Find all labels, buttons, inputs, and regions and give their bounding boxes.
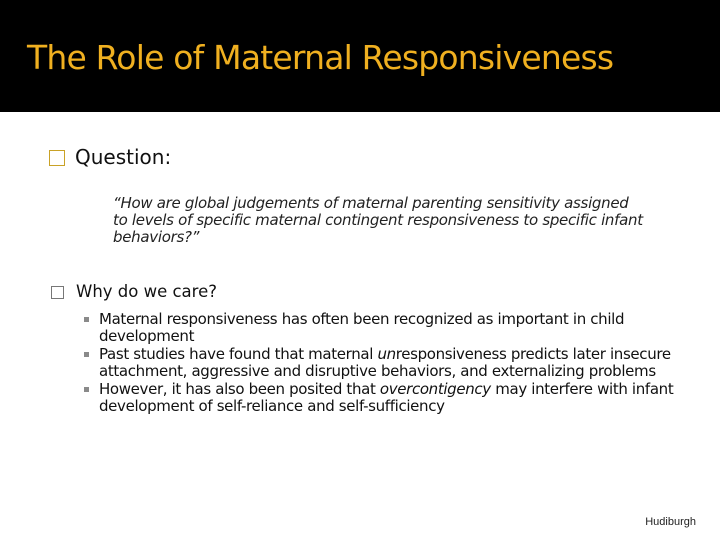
question-heading-label: Question <box>75 145 165 169</box>
why-point-text-after: responsiveness predicts later insecure attachment, aggressive and disruptive behaviors, and externalizing problems <box>99 345 671 380</box>
why-point-emphasis: un <box>377 345 396 363</box>
why-point <box>80 381 675 415</box>
research-question-quote: “How are global judgements of maternal parenting sensitivity assigned to levels of specific maternal contingent responsiveness to specific infant behaviors?” <box>113 194 643 246</box>
square-bullet-icon <box>84 387 89 392</box>
question-heading <box>75 145 171 169</box>
author-credit: Hudiburgh <box>645 516 696 528</box>
why-point <box>80 311 675 345</box>
why-point-text-after: may interfere with infant development of self-reliance and self-sufficiency <box>99 380 674 415</box>
question-heading-colon: : <box>164 145 172 169</box>
title-bar <box>0 0 720 112</box>
square-bullet-icon <box>84 352 89 357</box>
why-point-emphasis: overcontigency <box>379 380 491 398</box>
why-bullet-icon <box>51 286 64 299</box>
why-point-text-before: Past studies have found that maternal <box>99 345 378 363</box>
question-bullet-icon <box>49 150 65 166</box>
why-heading: Why do we care? <box>76 282 217 301</box>
square-bullet-icon <box>84 317 89 322</box>
why-point-text: Maternal responsiveness has often been recognized as important in child development <box>99 310 625 345</box>
why-points-list <box>80 311 675 416</box>
why-point <box>80 346 675 380</box>
why-point-text-before: However, it has also been posited that <box>99 380 380 398</box>
slide-title: The Role of Maternal Responsiveness <box>27 38 614 77</box>
